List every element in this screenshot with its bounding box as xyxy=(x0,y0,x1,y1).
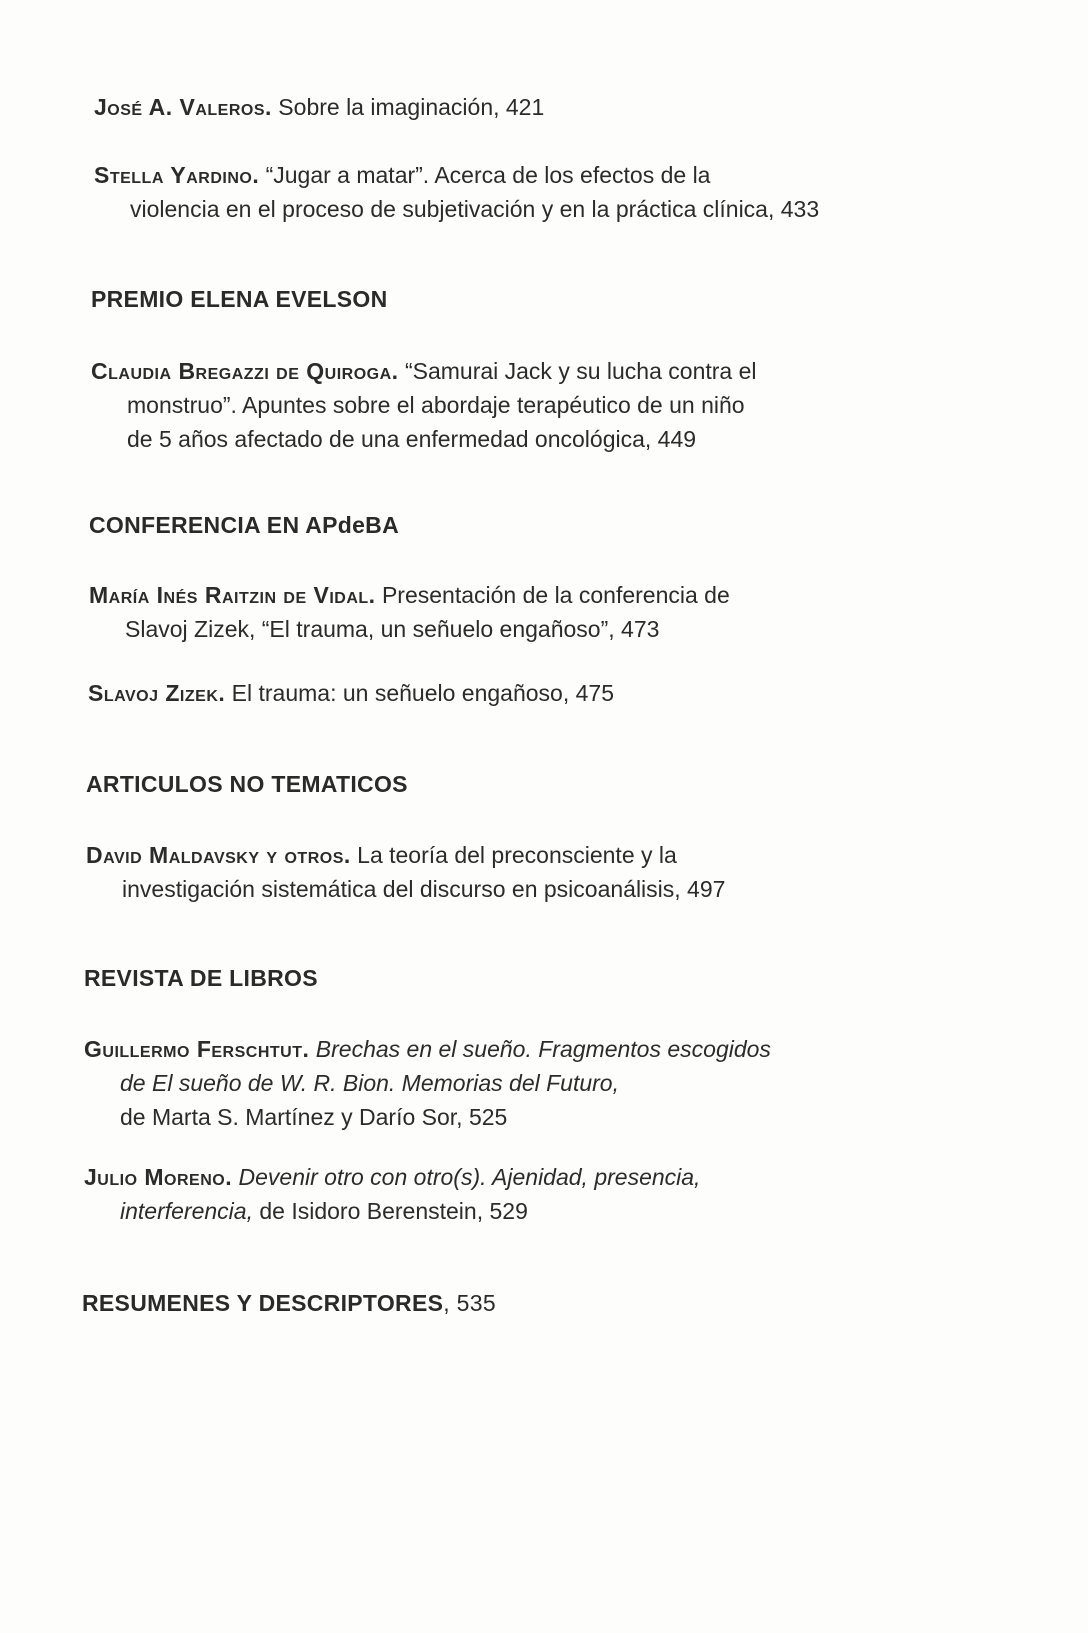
entry-author: Guillermo Ferschtut. xyxy=(84,1036,310,1062)
entry-moreno xyxy=(84,1160,984,1228)
section-heading-conferencia: CONFERENCIA EN APdeBA xyxy=(89,512,400,538)
entry-author: Stella Yardino. xyxy=(94,162,260,188)
entry-author: David Maldavsky y otros. xyxy=(86,842,351,868)
entry-title-line: La teoría del preconsciente y la xyxy=(350,842,677,868)
entry-title-line: Devenir otro con otro(s). Ajenidad, presencia, xyxy=(232,1164,701,1190)
entry-title-line: de El sueño de W. R. Bion. Memorias del Futuro, xyxy=(120,1070,619,1096)
entry-author: María Inés Raitzin de Vidal. xyxy=(89,582,376,608)
entry-title-line: investigación sistemática del discurso en psicoanálisis, 497 xyxy=(122,876,726,902)
section-heading-articulos: ARTICULOS NO TEMATICOS xyxy=(86,771,408,797)
entry-title-line: de Isidoro Berenstein, 529 xyxy=(252,1198,528,1224)
entry-zizek xyxy=(88,676,988,710)
section-heading-revista: REVISTA DE LIBROS xyxy=(84,965,318,991)
entry-title-line: Slavoj Zizek, “El trauma, un señuelo engañoso”, 473 xyxy=(125,616,660,642)
entry-title-line: interferencia, xyxy=(120,1198,253,1224)
entry-title-line: Brechas en el sueño. Fragmentos escogidos xyxy=(309,1036,771,1062)
section-heading-label: RESUMENES Y DESCRIPTORES xyxy=(82,1290,444,1316)
entry-title-line: violencia en el proceso de subjetivación y en la práctica clínica, 433 xyxy=(130,196,820,222)
entry-title-line: “Jugar a matar”. Acerca de los efectos de la xyxy=(259,162,711,188)
entry-author: José A. Valeros. xyxy=(94,94,272,120)
section-heading-resumenes xyxy=(82,1290,496,1317)
entry-valeros xyxy=(94,90,994,124)
entry-title-line: de 5 años afectado de una enfermedad oncológica, 449 xyxy=(127,426,697,452)
section-heading-premio: PREMIO ELENA EVELSON xyxy=(91,286,388,312)
entry-title-line: monstruo”. Apuntes sobre el abordaje terapéutico de un niño xyxy=(127,392,745,418)
entry-title-line: Presentación de la conferencia de xyxy=(375,582,730,608)
entry-bregazzi xyxy=(91,354,991,456)
entry-author: Slavoj Zizek. xyxy=(88,680,226,706)
entry-author: Claudia Bregazzi de Quiroga. xyxy=(91,358,399,384)
entry-title-line: de Marta S. Martínez y Darío Sor, 525 xyxy=(120,1104,508,1130)
entry-raitzin xyxy=(89,578,989,646)
entry-ferschtut xyxy=(84,1032,984,1134)
entry-title: Sobre la imaginación, 421 xyxy=(271,94,545,120)
entry-title: El trauma: un señuelo engañoso, 475 xyxy=(225,680,615,706)
section-heading-page: , 535 xyxy=(443,1290,496,1316)
entry-author: Julio Moreno. xyxy=(84,1164,233,1190)
entry-maldavsky xyxy=(86,838,986,906)
entry-yardino xyxy=(94,158,994,226)
entry-title-line: “Samurai Jack y su lucha contra el xyxy=(398,358,757,384)
